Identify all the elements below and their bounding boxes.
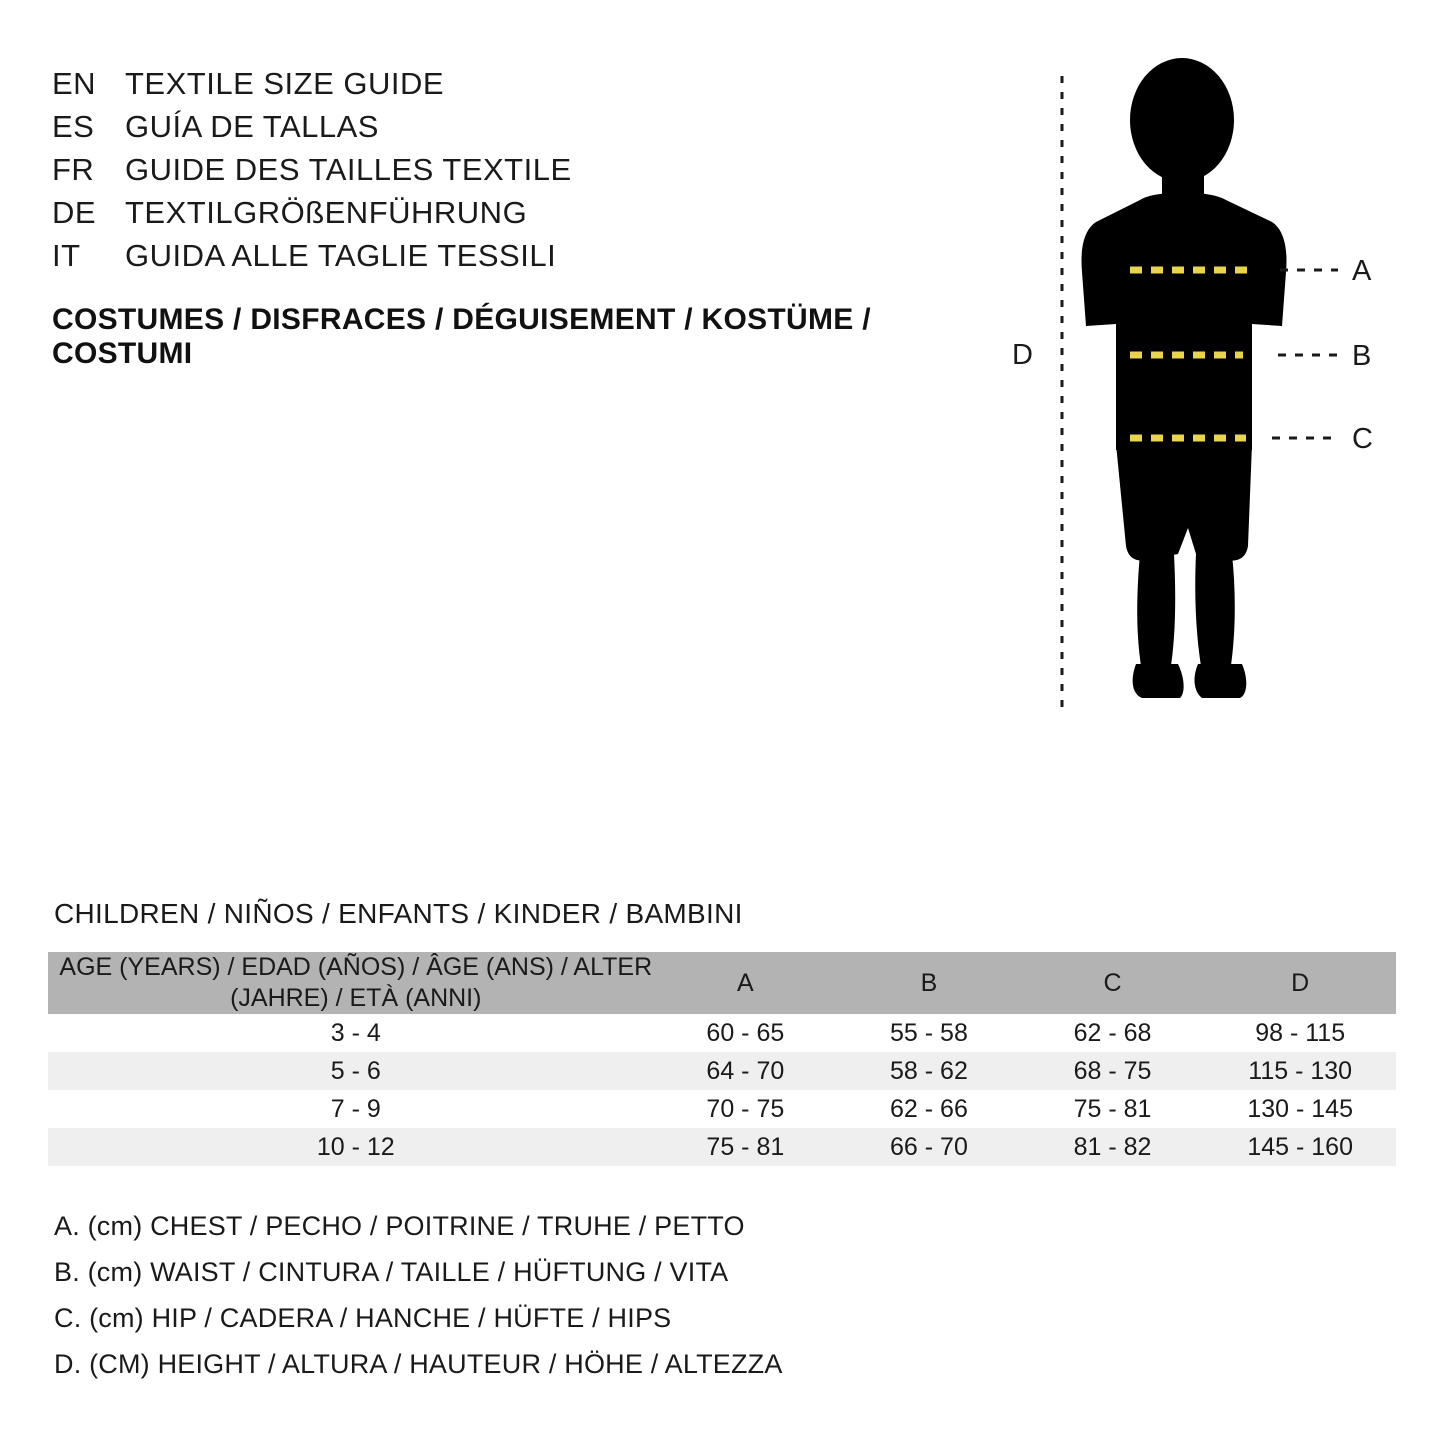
child-silhouette-icon — [990, 58, 1410, 738]
cell-d: 145 - 160 — [1247, 1132, 1353, 1161]
language-text-es: GUÍA DE TALLAS — [125, 109, 379, 144]
size-table — [48, 952, 1396, 1166]
cell-c: 62 - 68 — [1073, 1018, 1152, 1047]
table-header-row — [48, 952, 1396, 1014]
cell-c: 75 - 81 — [1073, 1094, 1152, 1123]
cell-a: 60 - 65 — [706, 1018, 785, 1047]
table-row — [48, 1014, 1396, 1052]
measurement-figure — [990, 58, 1410, 738]
legend-item-d: D. (CM) HEIGHT / ALTURA / HAUTEUR / HÖHE / ALTEZZA — [54, 1349, 783, 1379]
language-code-it: IT — [52, 238, 81, 273]
legend-item-a: A. (cm) CHEST / PECHO / POITRINE / TRUHE / PETTO — [54, 1211, 745, 1241]
figure-label-c: C — [1352, 423, 1374, 455]
cell-b: 58 - 62 — [890, 1056, 968, 1085]
table-row — [48, 1052, 1396, 1090]
language-row-it — [52, 234, 982, 277]
language-row-fr — [52, 148, 982, 191]
cell-d: 98 - 115 — [1255, 1018, 1346, 1047]
cell-age: 7 - 9 — [330, 1094, 381, 1123]
figure-label-d: D — [1012, 339, 1034, 371]
measurement-legend — [54, 1203, 783, 1387]
cell-b: 66 - 70 — [890, 1132, 968, 1161]
language-text-de: TEXTILGRÖßENFÜHRUNG — [125, 195, 528, 230]
cell-b: 62 - 66 — [890, 1094, 968, 1123]
language-text-fr: GUIDE DES TAILLES TEXTILE — [125, 152, 572, 187]
table-header-d: D — [1291, 968, 1310, 997]
cell-d: 115 - 130 — [1248, 1056, 1353, 1085]
header-block — [52, 62, 982, 371]
language-code-en: EN — [52, 66, 97, 101]
table-header-age: AGE (YEARS) / EDAD (AÑOS) / ÂGE (ANS) / ALTER (JAHRE) / ETÀ (ANNI) — [59, 953, 653, 1012]
cell-b: 55 - 58 — [890, 1018, 968, 1047]
cell-age: 10 - 12 — [316, 1132, 395, 1161]
language-text-it: GUIDA ALLE TAGLIE TESSILI — [125, 238, 557, 273]
costumes-subtitle: COSTUMES / DISFRACES / DÉGUISEMENT / KOSTÜME / COSTUMI — [52, 303, 871, 370]
cell-c: 68 - 75 — [1073, 1056, 1152, 1085]
cell-a: 64 - 70 — [706, 1056, 785, 1085]
table-row — [48, 1090, 1396, 1128]
language-row-de — [52, 191, 982, 234]
language-text-en: TEXTILE SIZE GUIDE — [125, 66, 445, 101]
language-code-fr: FR — [52, 152, 95, 187]
language-code-de: DE — [52, 195, 97, 230]
table-header-b: B — [920, 968, 938, 997]
table-header-c: C — [1103, 968, 1122, 997]
cell-d: 130 - 145 — [1247, 1094, 1353, 1123]
cell-a: 70 - 75 — [706, 1094, 785, 1123]
table-section-title: CHILDREN / NIÑOS / ENFANTS / KINDER / BAMBINI — [54, 898, 743, 929]
language-row-es — [52, 105, 982, 148]
cell-a: 75 - 81 — [706, 1132, 785, 1161]
legend-item-c: C. (cm) HIP / CADERA / HANCHE / HÜFTE / HIPS — [54, 1303, 672, 1333]
cell-c: 81 - 82 — [1073, 1132, 1152, 1161]
language-row-en — [52, 62, 982, 105]
table-row — [48, 1128, 1396, 1166]
language-code-es: ES — [52, 109, 95, 144]
table-header-a: A — [737, 968, 754, 997]
cell-age: 3 - 4 — [330, 1018, 381, 1047]
figure-label-b: B — [1352, 340, 1372, 372]
cell-age: 5 - 6 — [330, 1056, 381, 1085]
legend-item-b: B. (cm) WAIST / CINTURA / TAILLE / HÜFTUNG / VITA — [54, 1257, 729, 1287]
figure-label-a: A — [1352, 255, 1372, 287]
